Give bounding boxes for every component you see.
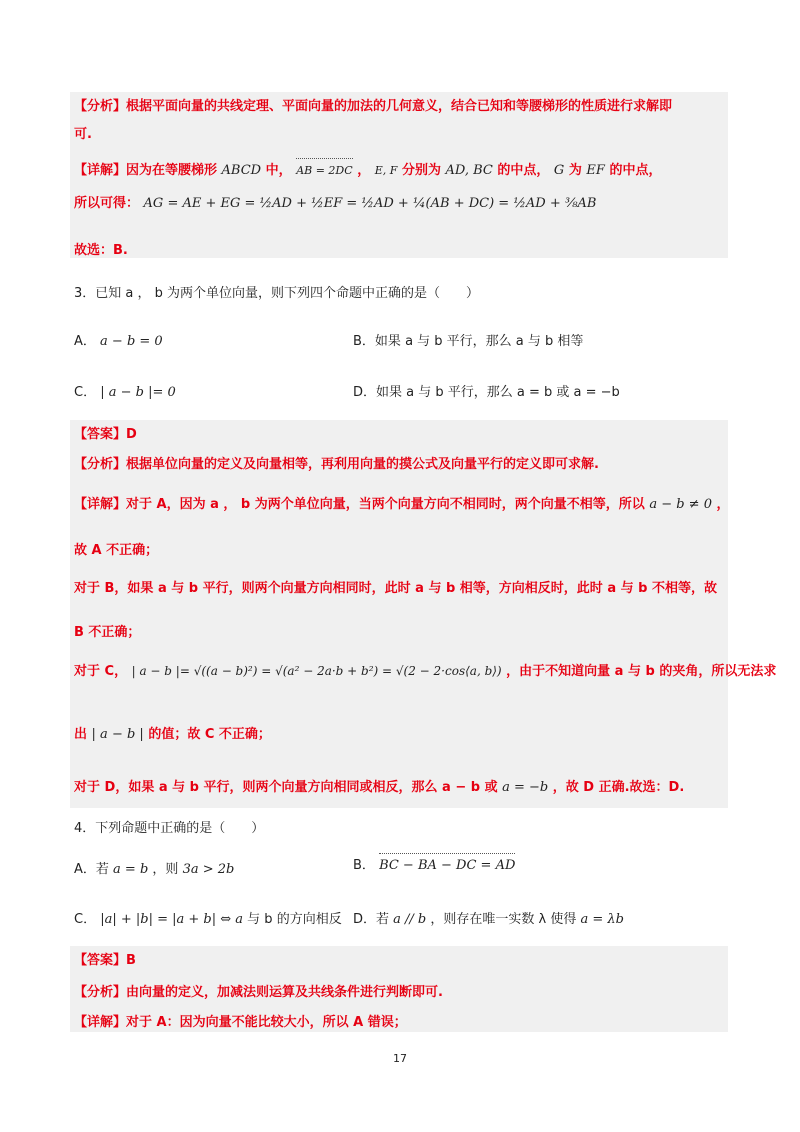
q3-option-a: A． a − b = 0 — [74, 334, 163, 349]
q3-detail-3: 对于 B，如果 a 与 b 平行，则两个向量方向相同时，此时 a 与 b 相等，方向相反时，此时 a 与 b 不相等，故 — [74, 581, 717, 596]
q3-analysis: 【分析】根据单位向量的定义及向量相等，再利用向量的摸公式及向量平行的定义即可求解. — [74, 457, 599, 472]
q3-detail-4: B 不正确； — [74, 625, 141, 640]
page-number: 17 — [393, 1052, 407, 1065]
solution-block-q3 — [70, 420, 728, 808]
q3-detail-7: 对于 D，如果 a 与 b 平行，则两个向量方向相同或相反，那么 a − b 或 a = −b ，故 D 正确.故选：D. — [74, 780, 685, 795]
q4-option-c: C． |a| + |b| = |a + b| ⇔ a 与 b 的方向相反 — [74, 912, 342, 927]
q4-option-a: A．若 a = b ，则 3a > 2b — [74, 862, 235, 877]
question-3-stem: 3．已知 a ， b 为两个单位向量，则下列四个命题中正确的是（ ） — [74, 286, 480, 301]
q4-detail: 【详解】对于 A：因为向量不能比较大小，所以 A 错误； — [74, 1015, 407, 1030]
analysis-text: 【分析】根据平面向量的共线定理、平面向量的加法的几何意义，结合已知和等腰梯形的性质进行求解即 — [74, 99, 673, 114]
question-4-stem: 4．下列命题中正确的是（ ） — [74, 821, 265, 836]
q3-answer: 【答案】D — [74, 427, 137, 442]
conclusion-text: 故选：B. — [74, 243, 128, 258]
q3-option-b: B．如果 a 与 b 平行，那么 a 与 b 相等 — [353, 334, 584, 349]
q3-detail-6: 出 | a − b | 的值；故 C 不正确； — [74, 727, 271, 742]
vector-formula: AG = AE + EG = ½AD + ½EF = ½AD + ¼(AB + DC) = ½AD + ⅜AB — [143, 196, 597, 211]
q3-detail-5: 对于 C， | a − b |= √((a − b)²) = √(a² − 2a·b + b²) = √(2 − 2·cos⟨a, b⟩) ，由于不知道向量 a 与 b 的夹角，所以无法求 — [74, 664, 777, 679]
q4-analysis: 【分析】由向量的定义，加减法则运算及共线条件进行判断即可. — [74, 985, 443, 1000]
detail-line: 【详解】因为在等腰梯形 ABCD 中， AB = 2DC ， E, F 分别为 AD, BC 的中点， G 为 EF 的中点， — [74, 158, 661, 182]
q3-detail-1: 【详解】对于 A，因为 a ， b 为两个单位向量，当两个向量方向不相同时，两个向量不相等，所以 a − b ≠ 0 ， — [74, 497, 730, 512]
formula-line: 所以可得： AG = AE + EG = ½AD + ½EF = ½AD + ¼(AB + DC) = ½AD + ⅜AB — [74, 196, 597, 211]
q3-option-c: C． | a − b |= 0 — [74, 385, 176, 400]
q4-option-d: D．若 a // b ，则存在唯一实数 λ 使得 a = λb — [353, 912, 624, 927]
q3-option-d: D．如果 a 与 b 平行，那么 a = b 或 a = −b — [353, 385, 620, 400]
q4-answer: 【答案】B — [74, 953, 136, 968]
analysis-text-cont: 可. — [74, 127, 92, 142]
q3-detail-2: 故 A 不正确； — [74, 543, 159, 558]
q4-option-b: B． BC − BA − DC = AD — [353, 853, 515, 877]
